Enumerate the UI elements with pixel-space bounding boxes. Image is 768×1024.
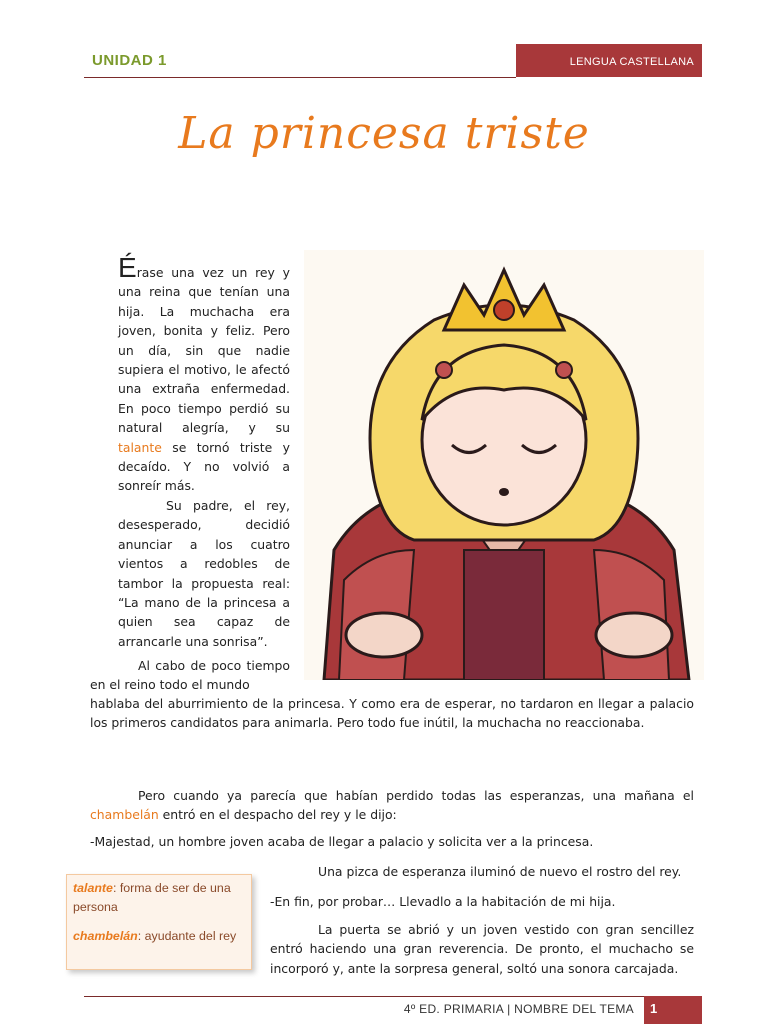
glossary-term: chambelán: [73, 929, 138, 943]
glossary-entry: [73, 927, 245, 946]
header-left-band: [84, 44, 516, 78]
term-chambelan: chambelán: [90, 807, 159, 823]
p4-text-a: Pero cuando ya parecía que habían perdido todas las esperanzas, una mañana el: [138, 788, 694, 803]
subject-label: LENGUA CASTELLANA: [569, 56, 694, 68]
story-paragraph-1: [118, 252, 290, 496]
glossary-box: [66, 874, 252, 970]
page-number-box: [644, 996, 702, 1024]
story-paragraph-2: [118, 496, 290, 651]
p1-text-b: se tornó triste y decaído. Y no volvió a sonreír más.: [118, 439, 290, 494]
story-paragraph-8: [270, 920, 694, 978]
p4-text-b: entró en el despacho del rey y le dijo:: [158, 807, 397, 823]
story-paragraph-5: [90, 832, 694, 851]
p8-text: La puerta se abrió y un joven vestido con gran sencillez entró haciendo una gran reverencia. De pronto, el muchacho se incorporó y, ante la sorpresa general, soltó una sonora carcajada.: [270, 922, 694, 976]
drop-cap: É: [118, 252, 137, 283]
p7-text: -En fin, por probar… Llevadlo a la habitación de mi hija.: [270, 894, 616, 909]
p3-rest-text: hablaba del aburrimiento de la princesa. Y como era de esperar, no tardaron en llegar a palacio los primeros candidatos para animarla. Pero todo fue inútil, la muchacha no reaccionaba.: [90, 696, 694, 731]
p6-text: Una pizca de esperanza iluminó de nuevo el rostro del rey.: [318, 864, 682, 879]
glossary-definition: : ayudante del rey: [137, 929, 237, 943]
glossary-definition: : forma de ser de una persona: [73, 881, 231, 914]
page-title: La princesa triste: [178, 108, 590, 159]
story-paragraph-7: [270, 892, 694, 911]
story-paragraph-6: [270, 862, 694, 881]
princess-drawing: [304, 250, 704, 680]
term-talante: talante: [118, 439, 162, 455]
footer-rule: [84, 996, 644, 997]
p1-text-a: rase una vez un rey y una reina que tenían una hija. La muchacha era joven, bonita y feliz. Pero un día, sin que nadie supiera el motivo, le afectó una extraña enfermedad. En poco tiempo perdió su natural alegría, y su: [118, 265, 290, 436]
p2-text: Su padre, el rey, desesperado, decidió anunciar a los cuatro vientos a redobles de tambor la propuesta real: “La mano de la princesa a quien sea capaz de arrancarle una sonrisa”.: [118, 498, 290, 649]
story-paragraph-3-start: [90, 656, 290, 695]
p3-start-text: Al cabo de poco tiempo en el reino todo el mundo: [90, 658, 290, 693]
unit-label: UNIDAD 1: [92, 52, 167, 69]
footer-label: 4º ED. PRIMARIA | NOMBRE DEL TEMA: [403, 1002, 634, 1016]
story-paragraph-3-rest: [90, 694, 694, 733]
p5-text: -Majestad, un hombre joven acaba de llegar a palacio y solicita ver a la princesa.: [90, 834, 594, 849]
story-paragraph-4: [90, 786, 694, 825]
glossary-term: talante: [73, 881, 113, 895]
glossary-entry: [73, 879, 245, 917]
page-number: 1: [650, 1001, 658, 1016]
princess-illustration: [304, 250, 704, 680]
header-subject-band: [516, 44, 702, 77]
